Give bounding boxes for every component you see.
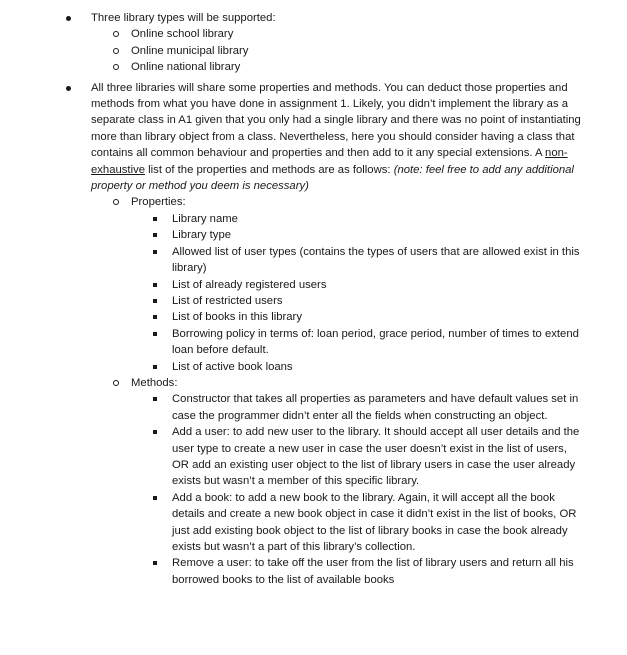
methods-list xyxy=(131,391,587,588)
methods-label: Methods: xyxy=(131,376,178,389)
bullet-square-icon xyxy=(153,430,157,434)
bullet-circle-icon xyxy=(113,199,119,205)
properties-label: Properties: xyxy=(131,196,186,209)
list-item-shared-members xyxy=(0,80,627,589)
bullet-square-icon xyxy=(153,397,157,401)
main-bullet-list xyxy=(0,10,627,588)
list-item: Constructor that takes all properties as parameters and have default values set in case the programmer didn’t enter all the fields when constructing an object. xyxy=(0,391,587,424)
bullet-square-icon xyxy=(153,315,157,319)
properties-group xyxy=(0,194,587,374)
list-item: List of books in this library xyxy=(0,309,587,325)
list-item: Remove a user: to take off the user from the list of library users and return all his borrowed books to the list of available books xyxy=(0,555,587,588)
bullet-circle-icon xyxy=(113,380,119,386)
properties-list xyxy=(131,211,587,375)
bullet-square-icon xyxy=(153,365,157,369)
methods-group xyxy=(0,375,587,588)
bullet-circle-icon xyxy=(113,31,119,37)
list-item: Add a book: to add a new book to the library. Again, it will accept all the book details and create a new book object in case it didn’t exist in the list of books, OR just add existing book object to the list of library books in case the book already exists but wasn’t a part of this library’s collection. xyxy=(0,490,587,556)
bullet-square-icon xyxy=(153,233,157,237)
bullet-circle-icon xyxy=(113,48,119,54)
document-page xyxy=(0,10,627,588)
bullet-square-icon xyxy=(153,561,157,565)
shared-members-paragraph: All three libraries will share some properties and methods. You can deduct those properties and methods from what you have done in assignment 1. Likely, you didn’t implement the library as a separate class in A1 given that you only had a single library and there was no point of instantiating more than library object from a class. Nevertheless, here you should consider having a class that contains all common behaviour and properties and then add to it any special extensions. A non-exhaustive list of the properties and methods are as follows: (note: feel free to add any additional property or method you deem is necessary) xyxy=(91,81,581,193)
list-item: Online school library xyxy=(0,26,587,42)
list-item: List of already registered users xyxy=(0,277,587,293)
library-types-list xyxy=(91,26,587,75)
bullet-circle-icon xyxy=(113,64,119,70)
list-item: Library type xyxy=(0,227,587,243)
bullet-square-icon xyxy=(153,332,157,336)
bullet-square-icon xyxy=(153,496,157,500)
list-item: Add a user: to add new user to the library. It should accept all user details and the user type to create a new user in case the user doesn’t exist in the list of users, OR add an existing user object to the list of library users in case the user already exists but wasn’t a member of this specific library. xyxy=(0,424,587,490)
list-item: Borrowing policy in terms of: loan period, grace period, number of times to extend loan before default. xyxy=(0,326,587,359)
list-item: Library name xyxy=(0,211,587,227)
list-item: Online national library xyxy=(0,59,587,75)
library-types-intro: Three library types will be supported: xyxy=(91,12,276,24)
bullet-square-icon xyxy=(153,283,157,287)
bullet-dot-icon xyxy=(66,16,71,21)
list-item-library-types xyxy=(0,10,627,76)
bullet-square-icon xyxy=(153,299,157,303)
members-list xyxy=(91,194,587,588)
list-item: List of active book loans xyxy=(0,359,587,375)
bullet-square-icon xyxy=(153,250,157,254)
bullet-dot-icon xyxy=(66,86,71,91)
list-item: Online municipal library xyxy=(0,43,587,59)
list-item: Allowed list of user types (contains the types of users that are allowed exist in this library) xyxy=(0,244,587,277)
bullet-square-icon xyxy=(153,217,157,221)
list-item: List of restricted users xyxy=(0,293,587,309)
